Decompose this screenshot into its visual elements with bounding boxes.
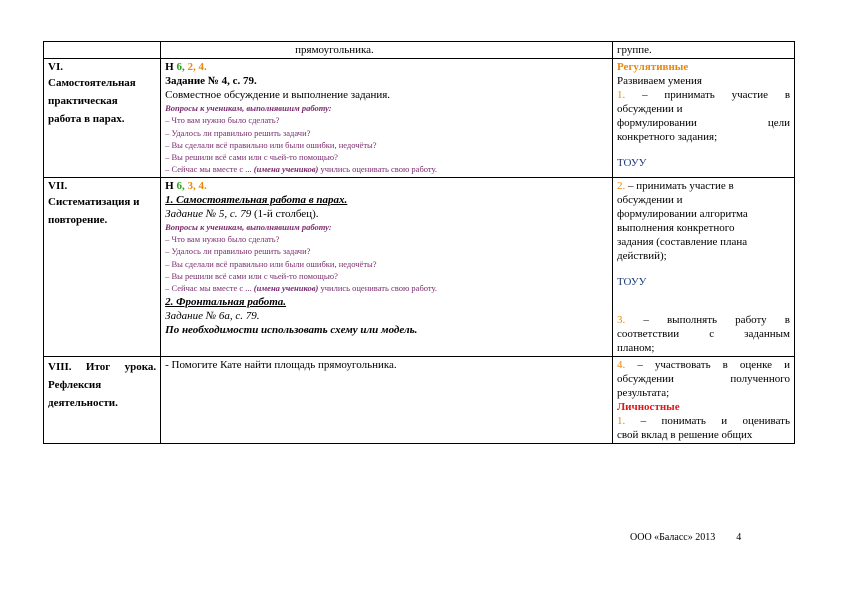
stage-8-content: - Помогите Кате найти площадь прямоугольника.: [161, 356, 613, 443]
table-row-continuation: [44, 42, 795, 59]
stage-7-content: Н 6, 3, 4. 1. Самостоятельная работа в парах. Задание № 5, с. 79 (1-й столбец). Вопросы к ученикам, выполнявшим работу: – Что вам нужно было сделать? – Удалось ли правильно решить задачи? – Вы сделали всё правильно или были ошибки, недочёты? – Вы решили всё сами или с чьей-то помощью? – Сейчас мы вместе с ... (имена учеников) учились оценивать свою работу. 2. Фронтальная работа. Задание № 6а, с. 79. По необходимости использовать схему или модель.: [161, 177, 613, 356]
stage-6-skills: Регулятивные Развиваем умения 1. – принимать участие в обсуждении и формулировании цели конкретного задания; ТОУУ: [612, 59, 794, 178]
table-row-stage-6: [44, 59, 795, 178]
stage-6-content: Н 6, 2, 4. Задание № 4, с. 79. Совместное обсуждение и выполнение задания. Вопросы к ученикам, выполнявшим работу: – Что вам нужно было сделать? – Удалось ли правильно решить задачи? – Вы сделали всё правильно или были ошибки, недочёты? – Вы решили всё сами или с чьей-то помощью? – Сейчас мы вместе с ... (имена учеников) учились оценивать свою работу.: [161, 59, 613, 178]
textbook-ref: Н 6, 2, 4.: [165, 61, 207, 73]
stage-8-title: VIII. Итог урока. Рефлексия деятельности.: [44, 356, 161, 443]
table-row-stage-7: [44, 177, 795, 356]
cell-continuation-text: прямоугольника.: [161, 42, 613, 59]
cell-empty: [44, 42, 161, 59]
stage-8-skills: 4. – участвовать в оценке и обсуждении полученного результата; Личностные 1. – понимать и оценивать свой вклад в решение общих: [612, 356, 794, 443]
stage-7-title: VII. Систематизация и повторение.: [44, 177, 161, 356]
cell-continuation-skills: группе.: [612, 42, 794, 59]
stage-6-title: VI. Самостоятельная практическая работа в парах.: [44, 59, 161, 178]
page-number: 4: [736, 532, 742, 543]
table-row-stage-8: [44, 356, 795, 443]
stage-7-skills: 2. – принимать участие в обсуждении и формулировании алгоритма выполнения конкретного задания (составление плана действий); ТОУУ 3. – выполнять работу в соответствии с заданным планом;: [612, 177, 794, 356]
page-footer: [630, 532, 741, 543]
lesson-plan-table: [43, 41, 795, 444]
textbook-ref: Н 6, 3, 4.: [165, 179, 207, 192]
publisher-label: ООО «Баласс» 2013: [630, 532, 716, 543]
